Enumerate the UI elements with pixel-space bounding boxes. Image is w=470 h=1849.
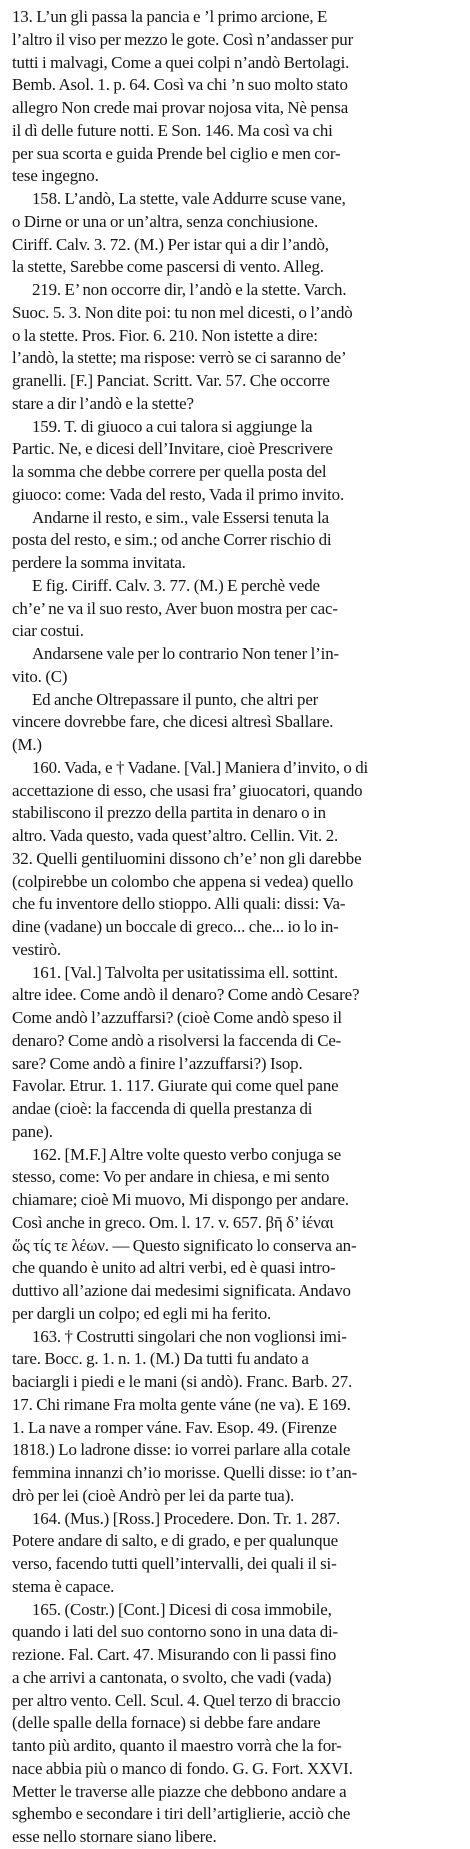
text-line: altre idee. Come andò il denaro? Come andò Cesare?	[12, 985, 360, 1005]
text-line: vito. (C)	[12, 666, 68, 686]
text-line: 162. [M.F.] Altre volte questo verbo conjuga se	[32, 1144, 341, 1164]
text-line: tese ingegno.	[12, 166, 99, 186]
text-line: 165. (Costr.) [Cont.] Dicesi di cosa immobile,	[32, 1599, 332, 1619]
text-line: che quando è unito ad altri verbi, ed è quasi intro-	[12, 1258, 336, 1278]
text-line: dine (vadane) un boccale di greco... che... io lo in-	[12, 917, 339, 936]
text-line: 219. E’ non occorre dir, l’andò e la stette. Varch.	[32, 280, 347, 299]
text-line: E fig. Ciriff. Calv. 3. 77. (M.) E perchè vede	[32, 575, 320, 595]
text-line: per sua scorta e guida Prende bel ciglio e men cor-	[12, 143, 341, 163]
text-line: chiamare; cioè Mi muovo, Mi dispongo per andare.	[12, 1190, 349, 1209]
text-line: verso, facendo tutti quell’intervalli, dei quali il si-	[12, 1554, 337, 1573]
text-line: o Dirne or una or un’altra, senza conchiusione.	[12, 211, 319, 231]
text-line: altro. Vada questo, vada quest’altro. Cellin. Vit. 2.	[12, 826, 339, 845]
text-line: Così anche in greco. Om. l. 17. v. 657. βῆ δ’ ἰέναι	[12, 1212, 334, 1232]
text-line: Bemb. Asol. 1. p. 64. Così va chi ’n suo molto stato	[12, 75, 348, 95]
text-line: vincere dovrebbe fare, che dicesi altresì Sballare.	[12, 712, 334, 732]
text-line: Favolar. Etrur. 1. 117. Giurate qui come quel pane	[12, 1076, 339, 1096]
text-line: tare. Bocc. g. 1. n. 1. (M.) Da tutti fu andato a	[12, 1349, 309, 1369]
text-line: rezione. Fal. Cart. 47. Misurando con li passi fino	[12, 1645, 337, 1664]
dictionary-text-column	[12, 6, 458, 1849]
text-line: granelli. [F.] Panciat. Scritt. Var. 57. Che occorre	[12, 371, 330, 390]
text-line: drò per lei (cioè Andrò per lei da parte tua).	[12, 1485, 295, 1505]
text-line: (delle spalle della fornace) si debbe fare andare	[12, 1713, 321, 1733]
text-line: 13. L’un gli passa la pancia e ’l primo arcione, E	[12, 7, 328, 26]
text-line: stema è capace.	[12, 1576, 115, 1596]
text-line: 1. La nave a romper váne. Fav. Esop. 49. (Firenze	[12, 1417, 337, 1437]
text-line: Andarsene vale per lo contrario Non tener l’in-	[32, 644, 339, 663]
text-line: duttivo all’azione dai medesimi significata. Andavo	[12, 1281, 351, 1300]
text-line: 164. (Mus.) [Ross.] Procedere. Don. Tr. 1. 287.	[32, 1508, 341, 1528]
text-line: denaro? Come andò a risolversi la faccenda di Ce-	[12, 1030, 342, 1050]
text-line: pane).	[12, 1121, 53, 1141]
text-line: 32. Quelli gentiluomini dissono ch’e’ non gli darebbe	[12, 848, 362, 868]
text-line: Ciriff. Calv. 3. 72. (M.) Per istar qui a dir l’andò,	[12, 234, 329, 254]
text-line: perdere la somma invitata.	[12, 553, 186, 572]
text-line: ὥς τίς τε λέων. — Questo significato lo conserva an-	[12, 1235, 357, 1255]
text-line: nace abbia più o manco di fondo. G. G. Fort. XXVI.	[12, 1758, 353, 1778]
text-line: Metter le traverse alle piazze che debbono andare a	[12, 1781, 347, 1801]
text-line: la stette, Sarebbe come pascersi di vento. Alleg.	[12, 257, 324, 277]
text-line: stesso, come: Vo per andare in chiesa, e mi sento	[12, 1167, 330, 1187]
text-line: 17. Chi rimane Fra molta gente váne (ne va). E 169.	[12, 1394, 351, 1414]
text-line: allegro Non crede mai provar nojosa vita, Nè pensa	[12, 98, 349, 117]
text-line: la somma che debbe correre per quella posta del	[12, 462, 327, 481]
text-line: tutti i malvagi, Come a quei colpi n’andò Bertolagi.	[12, 52, 350, 72]
text-line: 163. † Costrutti singolari che non voglionsi imi-	[32, 1326, 347, 1346]
text-line: per altro vento. Cell. Scul. 4. Quel terzo di braccio	[12, 1690, 341, 1710]
text-line: baciargli i piedi e le mani (si andò). Franc. Barb. 27.	[12, 1372, 353, 1391]
text-line: Andarne il resto, e sim., vale Essersi tenuta la	[32, 507, 329, 527]
text-line: 161. [Val.] Talvolta per usitatissima ell. sottint.	[32, 962, 338, 982]
text-line: (colpirebbe un colombo che appena si vedea) quello	[12, 871, 354, 891]
text-line: ch’e’ ne va il suo resto, Aver buon mostra per cac-	[12, 598, 338, 618]
text-line: per dargli un colpo; ed egli mi ha ferito.	[12, 1303, 272, 1323]
text-line: stare a dir l’andò e la stette?	[12, 393, 194, 413]
text-line: accettazione di esso, che usasi fra’ giuocatori, quando	[12, 780, 363, 800]
text-line: 160. Vada, e † Vadane. [Val.] Maniera d’invito, o di	[32, 757, 369, 777]
text-line: 158. L’andò, La stette, vale Addurre scuse vane,	[32, 189, 346, 208]
text-line: stabiliscono il prezzo della partita in denaro o in	[12, 803, 326, 823]
text-line: quando i lati del suo contorno sono in una data di-	[12, 1622, 339, 1642]
text-line: l’altro il viso per mezzo le gote. Così n’andasser pur	[12, 29, 354, 49]
text-line: posta del resto, e sim.; od anche Correr rischio di	[12, 530, 332, 550]
text-line: tanto più ardito, quanto il maestro vorrà che la for-	[12, 1736, 342, 1755]
text-line: sghembo e secondare i tiri dell’artiglierie, acciò che	[12, 1804, 351, 1824]
text-line: giuoco: come: Vada del resto, Vada il primo invito.	[12, 484, 345, 504]
text-line: 159. T. di giuoco a cui talora si aggiunge la	[32, 416, 313, 436]
text-line: femmina innanzi ch’io morisse. Quelli disse: io t’an-	[12, 1463, 358, 1482]
text-line: Suoc. 5. 3. Non dite poi: tu non mel dicesti, o l’andò	[12, 302, 353, 322]
text-line: a che arrivi a cantonata, o svolto, che vadi (vada)	[12, 1667, 332, 1687]
text-line: il dì delle future notti. E Son. 146. Ma così va chi	[12, 120, 333, 140]
text-line: l’andò, la stette; ma rispose: verrò se ci saranno de’	[12, 348, 347, 368]
text-line: (M.)	[12, 735, 42, 754]
text-line: o la stette. Pros. Fior. 6. 210. Non istette a dire:	[12, 325, 318, 345]
text-line: Ed anche Oltrepassare il punto, che altri per	[32, 689, 319, 709]
text-line: Potere andare di salto, e di grado, e per qualunque	[12, 1531, 339, 1551]
text-line: vestirò.	[12, 939, 61, 959]
text-line: 1818.) Lo ladrone disse: io vorrei parlare alla cotale	[12, 1440, 351, 1460]
text-line: sare? Come andò a finire l’azzuffarsi?) Isop.	[12, 1053, 303, 1073]
text-line: Partic. Ne, e dicesi dell’Invitare, cioè Prescrivere	[12, 439, 333, 459]
text-line: esse nello stornare siano libere.	[12, 1827, 217, 1846]
text-line: che fu inventore dello stioppo. Alli quali: dissi: Va-	[12, 894, 346, 914]
text-line: Come andò l’azzuffarsi? (cioè Come andò speso il	[12, 1008, 342, 1027]
text-line: andae (cioè: la faccenda di quella prestanza di	[12, 1099, 313, 1118]
text-line: ciar costui.	[12, 621, 84, 641]
